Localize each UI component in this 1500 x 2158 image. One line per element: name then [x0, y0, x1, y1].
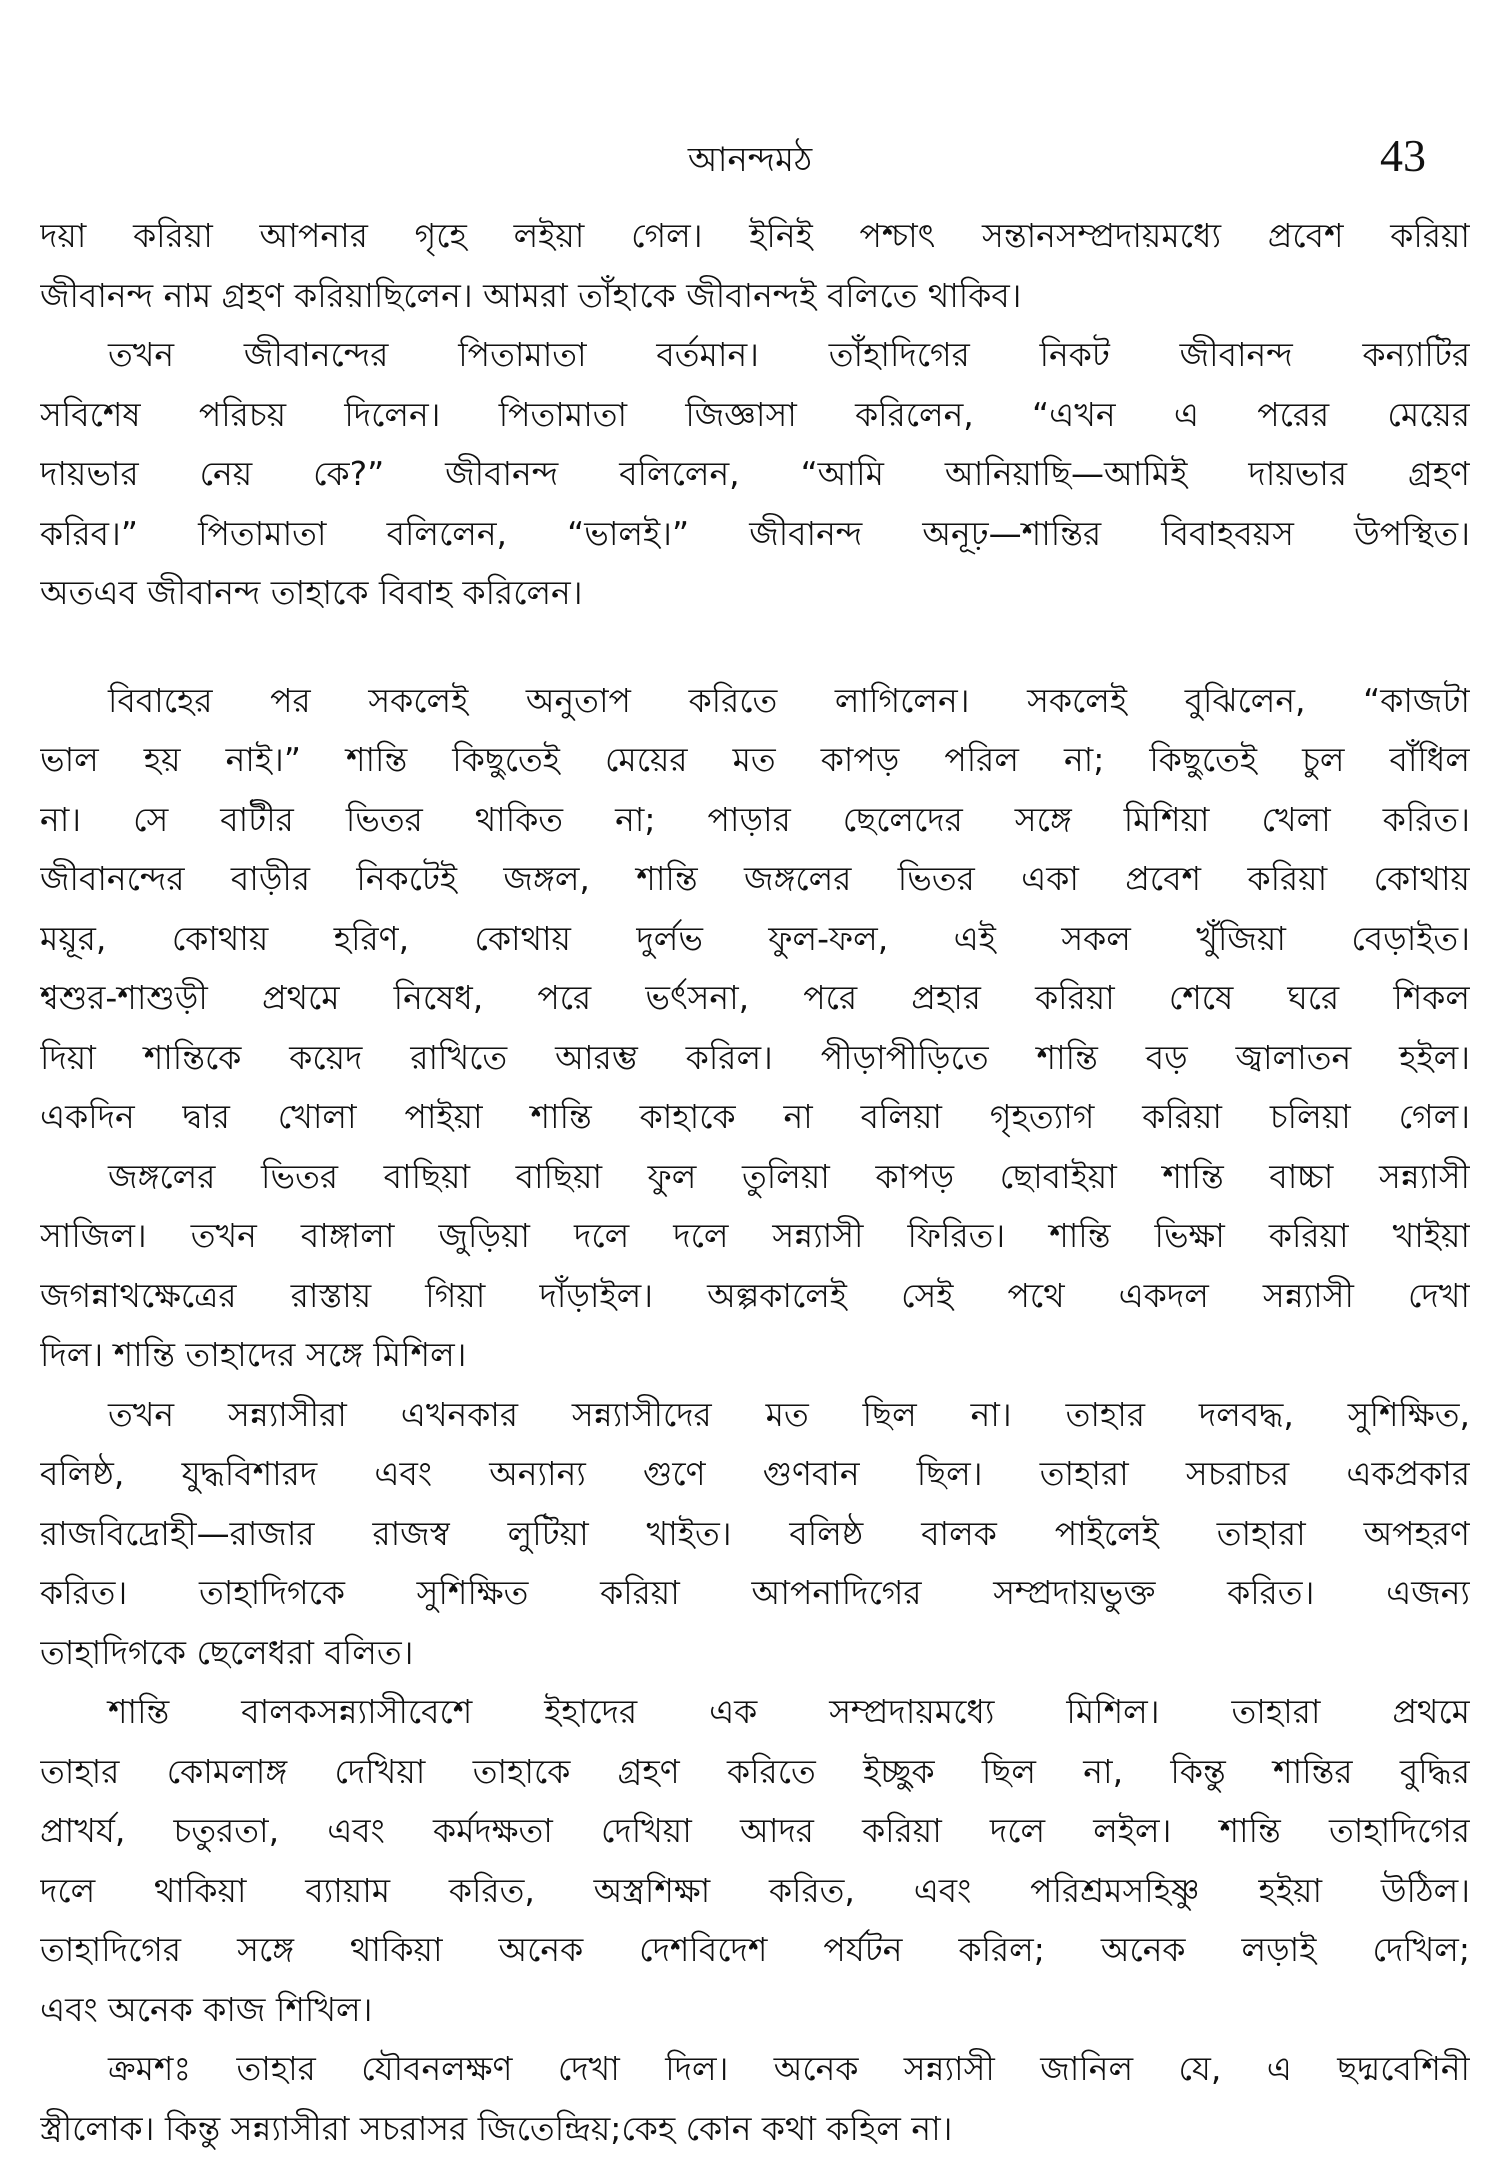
text-line: করিব।” পিতামাতা বলিলেন, “ভালই।” জীবানন্দ অনূঢ়—শান্তির বিবাহবয়স উপস্থিত। — [40, 504, 1470, 564]
text-line: না। সে বাটীর ভিতর থাকিত না; পাড়ার ছেলেদের সঙ্গে মিশিয়া খেলা করিত। — [40, 790, 1470, 850]
text-line: দয়া করিয়া আপনার গৃহে লইয়া গেল। ইনিই পশ্চাৎ সন্তানসম্প্রদায়মধ্যে প্রবেশ করিয়া — [40, 206, 1470, 266]
paragraph — [40, 671, 1470, 1147]
text-line: এবং অনেক কাজ শিখিল। — [40, 1980, 1470, 2040]
text-line: দলে থাকিয়া ব্যায়াম করিত, অস্ত্রশিক্ষা করিত, এবং পরিশ্রমসহিষ্ণু হইয়া উঠিল। — [40, 1861, 1470, 1921]
running-head: আনন্দমঠ — [0, 138, 1500, 182]
text-line: বলিষ্ঠ, যুদ্ধবিশারদ এবং অন্যান্য গুণে গুণবান ছিল। তাহারা সচরাচর একপ্রকার — [40, 1444, 1470, 1504]
text-line: দায়ভার নেয় কে?” জীবানন্দ বলিলেন, “আমি আনিয়াছি—আমিই দায়ভার গ্রহণ — [40, 444, 1470, 504]
text-line: একদিন দ্বার খোলা পাইয়া শান্তি কাহাকে না বলিয়া গৃহত্যাগ করিয়া চলিয়া গেল। — [40, 1087, 1470, 1147]
text-line: সবিশেষ পরিচয় দিলেন। পিতামাতা জিজ্ঞাসা করিলেন, “এখন এ পরের মেয়ের — [40, 385, 1470, 445]
text-line: ময়ূর, কোথায় হরিণ, কোথায় দুর্লভ ফুল-ফল, এই সকল খুঁজিয়া বেড়াইত। — [40, 909, 1470, 969]
text-line: দিল। শান্তি তাহাদের সঙ্গে মিশিল। — [40, 1325, 1470, 1385]
text-line: তখন সন্ন্যাসীরা এখনকার সন্ন্যাসীদের মত ছিল না। তাহার দলবদ্ধ, সুশিক্ষিত, — [40, 1385, 1470, 1445]
text-line: তাহাদিগকে ছেলেধরা বলিত। — [40, 1623, 1470, 1683]
text-line: জীবানন্দের বাড়ীর নিকটেই জঙ্গল, শান্তি জঙ্গলের ভিতর একা প্রবেশ করিয়া কোথায় — [40, 849, 1470, 909]
paragraph — [40, 2039, 1470, 2158]
text-line: তাহাদিগের সঙ্গে থাকিয়া অনেক দেশবিদেশ পর্যটন করিল; অনেক লড়াই দেখিল; — [40, 1920, 1470, 1980]
text-line: প্রাখর্য, চতুরতা, এবং কর্মদক্ষতা দেখিয়া আদর করিয়া দলে লইল। শান্তি তাহাদিগের — [40, 1801, 1470, 1861]
text-line: তাহার কোমলাঙ্গ দেখিয়া তাহাকে গ্রহণ করিতে ইচ্ছুক ছিল না, কিন্তু শান্তির বুদ্ধির — [40, 1742, 1470, 1802]
text-line: শান্তি বালকসন্ন্যাসীবেশে ইহাদের এক সম্প্রদায়মধ্যে মিশিল। তাহারা প্রথমে — [40, 1682, 1470, 1742]
paragraph — [40, 1147, 1470, 1385]
paragraph — [40, 1385, 1470, 1683]
text-line: শ্বশুর-শাশুড়ী প্রথমে নিষেধ, পরে ভর্ৎসনা, পরে প্রহার করিয়া শেষে ঘরে শিকল — [40, 968, 1470, 1028]
text-line: ক্রমশঃ তাহার যৌবনলক্ষণ দেখা দিল। অনেক সন্ন্যাসী জানিল যে, এ ছদ্মবেশিনী — [40, 2039, 1470, 2099]
text-line: তখন জীবানন্দের পিতামাতা বর্তমান। তাঁহাদিগের নিকট জীবানন্দ কন্যাটির — [40, 325, 1470, 385]
text-line: সাজিল। তখন বাঙ্গালা জুড়িয়া দলে দলে সন্ন্যাসী ফিরিত। শান্তি ভিক্ষা করিয়া খাইয়া — [40, 1206, 1470, 1266]
text-line: জীবানন্দ নাম গ্রহণ করিয়াছিলেন। আমরা তাঁহাকে জীবানন্দই বলিতে থাকিব। — [40, 266, 1470, 326]
text-line: জঙ্গলের ভিতর বাছিয়া বাছিয়া ফুল তুলিয়া কাপড় ছোবাইয়া শান্তি বাচ্চা সন্ন্যাসী — [40, 1147, 1470, 1207]
text-line: বিবাহের পর সকলেই অনুতাপ করিতে লাগিলেন। সকলেই বুঝিলেন, “কাজটা — [40, 671, 1470, 731]
text-line: রাজবিদ্রোহী—রাজার রাজস্ব লুটিয়া খাইত। বলিষ্ঠ বালক পাইলেই তাহারা অপহরণ — [40, 1504, 1470, 1564]
text-line: অতএব জীবানন্দ তাহাকে বিবাহ করিলেন। — [40, 563, 1470, 623]
paragraph-continuation — [40, 206, 1470, 325]
paragraph — [40, 325, 1470, 623]
text-line: করিত। তাহাদিগকে সুশিক্ষিত করিয়া আপনাদিগের সম্প্রদায়ভুক্ত করিত। এজন্য — [40, 1563, 1470, 1623]
text-line: দিয়া শান্তিকে কয়েদ রাখিতে আরম্ভ করিল। পীড়াপীড়িতে শান্তি বড় জ্বালাতন হইল। — [40, 1028, 1470, 1088]
page-number: 43 — [1380, 128, 1426, 184]
text-line: ভাল হয় নাই।” শান্তি কিছুতেই মেয়ের মত কাপড় পরিল না; কিছুতেই চুল বাঁধিল — [40, 730, 1470, 790]
text-line: জগন্নাথক্ষেত্রের রাস্তায় গিয়া দাঁড়াইল। অল্পকালেই সেই পথে একদল সন্ন্যাসী দেখা — [40, 1266, 1470, 1326]
paragraph — [40, 1682, 1470, 2039]
text-line: স্ত্রীলোক। কিন্তু সন্ন্যাসীরা সচরাসর জিতেন্দ্রিয়;কেহ কোন কথা কহিল না। — [40, 2099, 1470, 2158]
body-text — [40, 206, 1470, 2158]
